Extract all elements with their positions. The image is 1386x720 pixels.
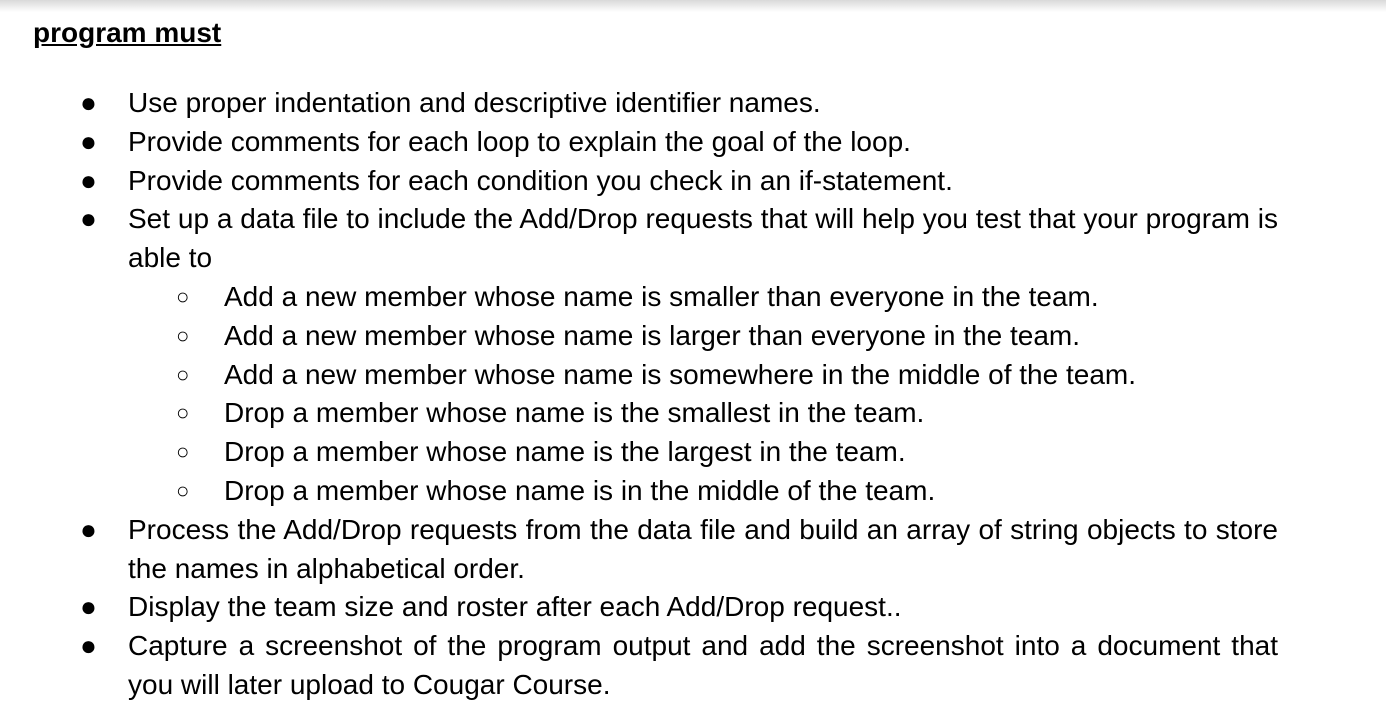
list-item-text: Provide comments for each condition you check in an if-statement. — [128, 164, 953, 196]
bullet-icon: ● — [80, 87, 97, 118]
sub-bullet-icon: ○ — [176, 477, 190, 503]
sub-bullet-icon: ○ — [176, 361, 190, 387]
sub-list-item-text: Drop a member whose name is the smallest in the team. — [224, 397, 925, 429]
list-item-text: Provide comments for each loop to explain the goal of the loop. — [128, 125, 911, 157]
sub-list-item-text: Add a new member whose name is smaller than everyone in the team. — [224, 280, 1099, 312]
bullet-icon: ● — [80, 203, 97, 235]
section-heading: program must — [33, 17, 222, 48]
list-item-text: Display the team size and roster after each Add/Drop request.. — [128, 591, 902, 623]
bullet-icon: ● — [80, 513, 97, 545]
list-item-text: Process the Add/Drop requests from the data file and build an array of string objects to store the names in alphabetical order. — [128, 513, 1278, 584]
sub-list-item-text: Drop a member whose name is in the middle of the team. — [224, 474, 936, 506]
sub-list-item-text: Add a new member whose name is larger than everyone in the team. — [224, 319, 1081, 351]
list-item — [0, 162, 1386, 201]
bullet-icon: ● — [80, 125, 97, 157]
top-shadow — [0, 0, 1386, 12]
list-item — [0, 627, 1386, 705]
requirements-list — [0, 84, 1386, 705]
list-item — [0, 588, 1386, 627]
list-item — [0, 511, 1386, 589]
sub-bullet-icon: ○ — [176, 322, 190, 348]
sub-bullet-icon: ○ — [176, 439, 190, 465]
sub-list-item — [0, 433, 1386, 472]
list-item — [0, 123, 1386, 162]
sub-list-item — [0, 356, 1386, 395]
sub-bullet-icon: ○ — [176, 400, 190, 426]
sub-list-item — [0, 394, 1386, 433]
sub-list-item-text: Drop a member whose name is the largest in the team. — [224, 436, 906, 468]
sub-list-item — [0, 472, 1386, 511]
sub-list-item-text: Add a new member whose name is somewhere in the middle of the team. — [224, 358, 1137, 390]
bullet-icon: ● — [80, 591, 97, 623]
bullet-icon: ● — [80, 164, 97, 196]
list-item-text: Capture a screenshot of the program output and add the screenshot into a document that you will later upload to Cougar Course. — [128, 630, 1278, 700]
sub-list-item — [0, 317, 1386, 356]
sub-bullet-icon: ○ — [176, 283, 190, 309]
bullet-icon: ● — [80, 630, 97, 662]
list-item — [0, 200, 1386, 278]
list-item — [0, 84, 1386, 123]
list-item-text: Set up a data file to include the Add/Drop requests that will help you test that your program is able to — [128, 203, 1278, 274]
list-item-text: Use proper indentation and descriptive identifier names. — [128, 87, 821, 118]
sub-list-item — [0, 278, 1386, 317]
